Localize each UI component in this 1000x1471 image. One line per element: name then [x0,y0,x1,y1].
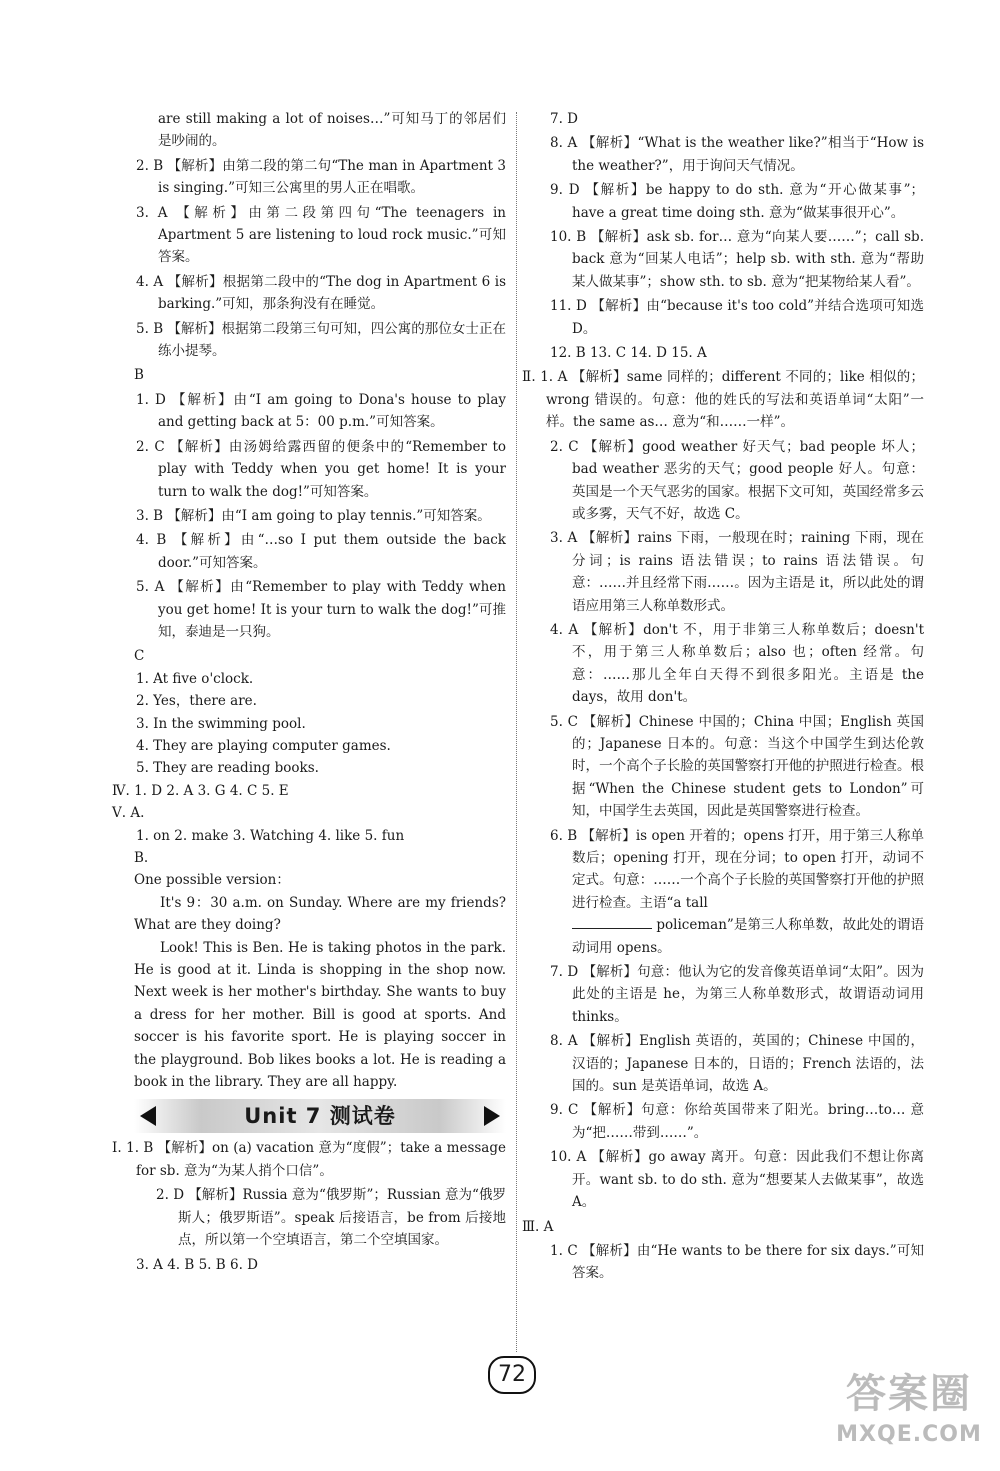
answer-item-continued [548,914,924,959]
essay-paragraph: Look! This is Ben. He is taking photos in the park. He is good at it. Linda is shopping in the shop now. Next week is her mother's birthday. She wants to buy a dress for her mother. Bill is good at sports. And soccer is his favorite sport. He is playing soccer in the playground. Bob likes books a lot. He is reading a book in the library. They are all happy. [134,939,506,1091]
answer-item: 4. A 【解析】don't 不，用于非第三人称单数后；doesn't 不，用于第三人称单数后；also 也；often 经常。句意：……那儿全年白天得不到很多阳光。主语是 the days，故用 don't。 [550,621,924,706]
section-label: Ⅲ. A [522,1218,554,1235]
answer-item: 9. D 【解析】be happy to do sth. 意为“开心做某事”；have a great time doing sth. 意为“做某事很开心”。 [550,182,924,221]
unit-title: Unit 7 测试卷 [244,1104,396,1129]
answer-item: Ⅱ. 1. A 【解析】same 同样的；different 不同的；like 相似的；wrong 错误的。句意：他的姓氏的写法和英语单词“太阳”一样。the same as… 意为“和……一样”。 [522,369,924,431]
answer-item: 2. Yes，there are. [136,693,257,710]
watermark-url: MXQE.COM [836,1422,982,1447]
essay-heading: One possible version： [134,872,290,889]
answer-item: 2. C 【解析】由汤姆给露西留的便条中的“Remember to play with Teddy when you get home! It is your turn to walk the dog!”可知答案。 [136,438,506,500]
answer-item: 1. C 【解析】由“He wants to be there for six days.”可知答案。 [550,1242,924,1282]
answer-item: 4. A 【解析】根据第二段中的“The dog in Apartment 6 is barking.”可知，那条狗没有在睡觉。 [136,273,506,313]
answer-item: 1. on 2. make 3. Watching 4. like 5. fun [136,827,405,844]
answer-item: are still making a lot of noises…”可知马丁的邻居们是吵闹的。 [158,111,506,150]
answer-item: Ⅰ. 1. B 【解析】on (a) vacation 意为“度假”；take a message for sb. 意为“为某人捎个口信”。 [112,1140,506,1179]
answer-continuation: policeman”是第三人称单数，故此处的谓语动词用 opens。 [572,917,925,956]
answer-item: 10. B 【解析】ask sb. for… 意为“向某人要……”；call sb. back 意为“回某人电话”；help sb. with sth. 意为“帮助某人做某事”；show sth. to sb. 意为“把某物给某人看”。 [550,229,924,290]
answer-item: 3. A 4. B 5. B 6. D [136,1256,258,1273]
answer-item: 7. D 【解析】句意：他认为它的发音像英语单词“太阳”。因为此处的主语是 he，为第三人称单数形式，故谓语动词用 thinks。 [550,964,924,1025]
answer-item: 11. D 【解析】由“because it's too cold”并结合选项可知选 D。 [550,298,924,337]
arrow-left-icon [140,1106,156,1126]
page-number: 72 [488,1356,536,1394]
right-column [522,108,925,1285]
answer-item: 1. At five o'clock. [136,670,254,687]
section-label: B [134,367,144,384]
fill-blank [572,916,652,929]
answer-item: 8. A 【解析】“What is the weather like?”相当于“How is the weather?”，用于询问天气情况。 [550,135,924,174]
left-column [112,108,506,1276]
answer-item: 6. B 【解析】is open 开着的；opens 打开，用于第三人称单数后；opening 打开，现在分词；to open 打开，动词不定式。句意：……一个高个子长脸的英国警察打开他的护照进行检查。主语“a tall [550,827,924,911]
answer-item: 5. They are reading books. [136,760,319,777]
answer-item: 2. B 【解析】由第二段的第二句“The man in Apartment 3 is singing.”可知三公寓里的男人正在唱歌。 [136,157,506,197]
answer-item: 5. B 【解析】根据第二段第三句可知，四公寓的那位女士正在练小提琴。 [136,320,506,360]
answer-item: 1. D 【解析】由“I am going to Dona's house to play and getting back at 5：00 p.m.”可知答案。 [136,391,506,431]
answer-item: 4. They are playing computer games. [136,737,391,754]
answer-item: 3. B 【解析】由“I am going to play tennis.”可知答案。 [136,507,491,524]
answer-item: 10. A 【解析】go away 离开。句意：因此我们不想让你离开。want sb. to do sth. 意为“想要某人去做某事”，故选 A。 [550,1149,924,1211]
section-answers: Ⅴ. A. [112,805,145,822]
section-answers: Ⅳ. 1. D 2. A 3. G 4. C 5. E [112,782,289,799]
answer-item: 8. A 【解析】English 英语的，英国的；Chinese 中国的，汉语的；Japanese 日本的，日语的；French 法语的，法国的。sun 是英语单词，故选 A。 [550,1033,924,1095]
section-label: B. [134,850,149,866]
watermark-logo: 答案圈 [846,1371,972,1417]
answer-item: 5. C 【解析】Chinese 中国的；China 中国；English 英国的；Japanese 日本的。句意：当这个中国学生到达伦敦时，一个高个子长脸的英国警察打开他的护照进行检查。根据“When the Chinese student gets to London”可知，中国学生去英国，因此是英国警察进行检查。 [550,713,924,820]
answer-item: 5. A 【解析】由“Remember to play with Teddy when you get home! It is your turn to walk the dog!”可推知，泰迪是一只狗。 [136,579,506,640]
column-divider [516,112,517,1352]
answer-item: 9. C 【解析】句意：你给英国带来了阳光。bring…to… 意为“把……带到……”。 [550,1102,924,1141]
answer-item: 3. A 【解析】由第二段第四句“The teenagers in Apartment 5 are listening to loud rock music.”可知答案。 [136,204,506,266]
unit-title-banner [134,1099,506,1133]
answer-item: 2. D 【解析】Russia 意为“俄罗斯”；Russian 意为“俄罗斯人；俄罗斯语”。speak 后接语言，be from 后接地点，所以第一个空填语言，第二个空填国家。 [156,1187,506,1249]
answer-item: 12. B 13. C 14. D 15. A [550,345,707,362]
answer-item: 3. In the swimming pool. [136,715,306,732]
answer-item: 3. A 【解析】rains 下雨，一般现在时；raining 下雨，现在分词；is rains 语法错误；to rains 语法错误。句意：……并且经常下雨……。因为主语是 it，所以此处的谓语应用第三人称单数形式。 [550,530,924,614]
section-label: C [134,648,145,665]
answer-item: 7. D [550,111,578,127]
arrow-right-icon [484,1106,500,1126]
watermark [826,1366,992,1466]
answer-item: 4. B 【解析】由“…so I put them outside the back door.”可知答案。 [136,532,506,571]
answer-item: 2. C 【解析】good weather 好天气；bad people 坏人；bad weather 恶劣的天气；good people 好人。句意：英国是一个天气恶劣的国家。根据下文可知，英国经常多云或多雾，天气不好，故选 C。 [550,438,924,522]
essay-paragraph: It's 9：30 a.m. on Sunday. Where are my friends? What are they doing? [134,894,506,934]
